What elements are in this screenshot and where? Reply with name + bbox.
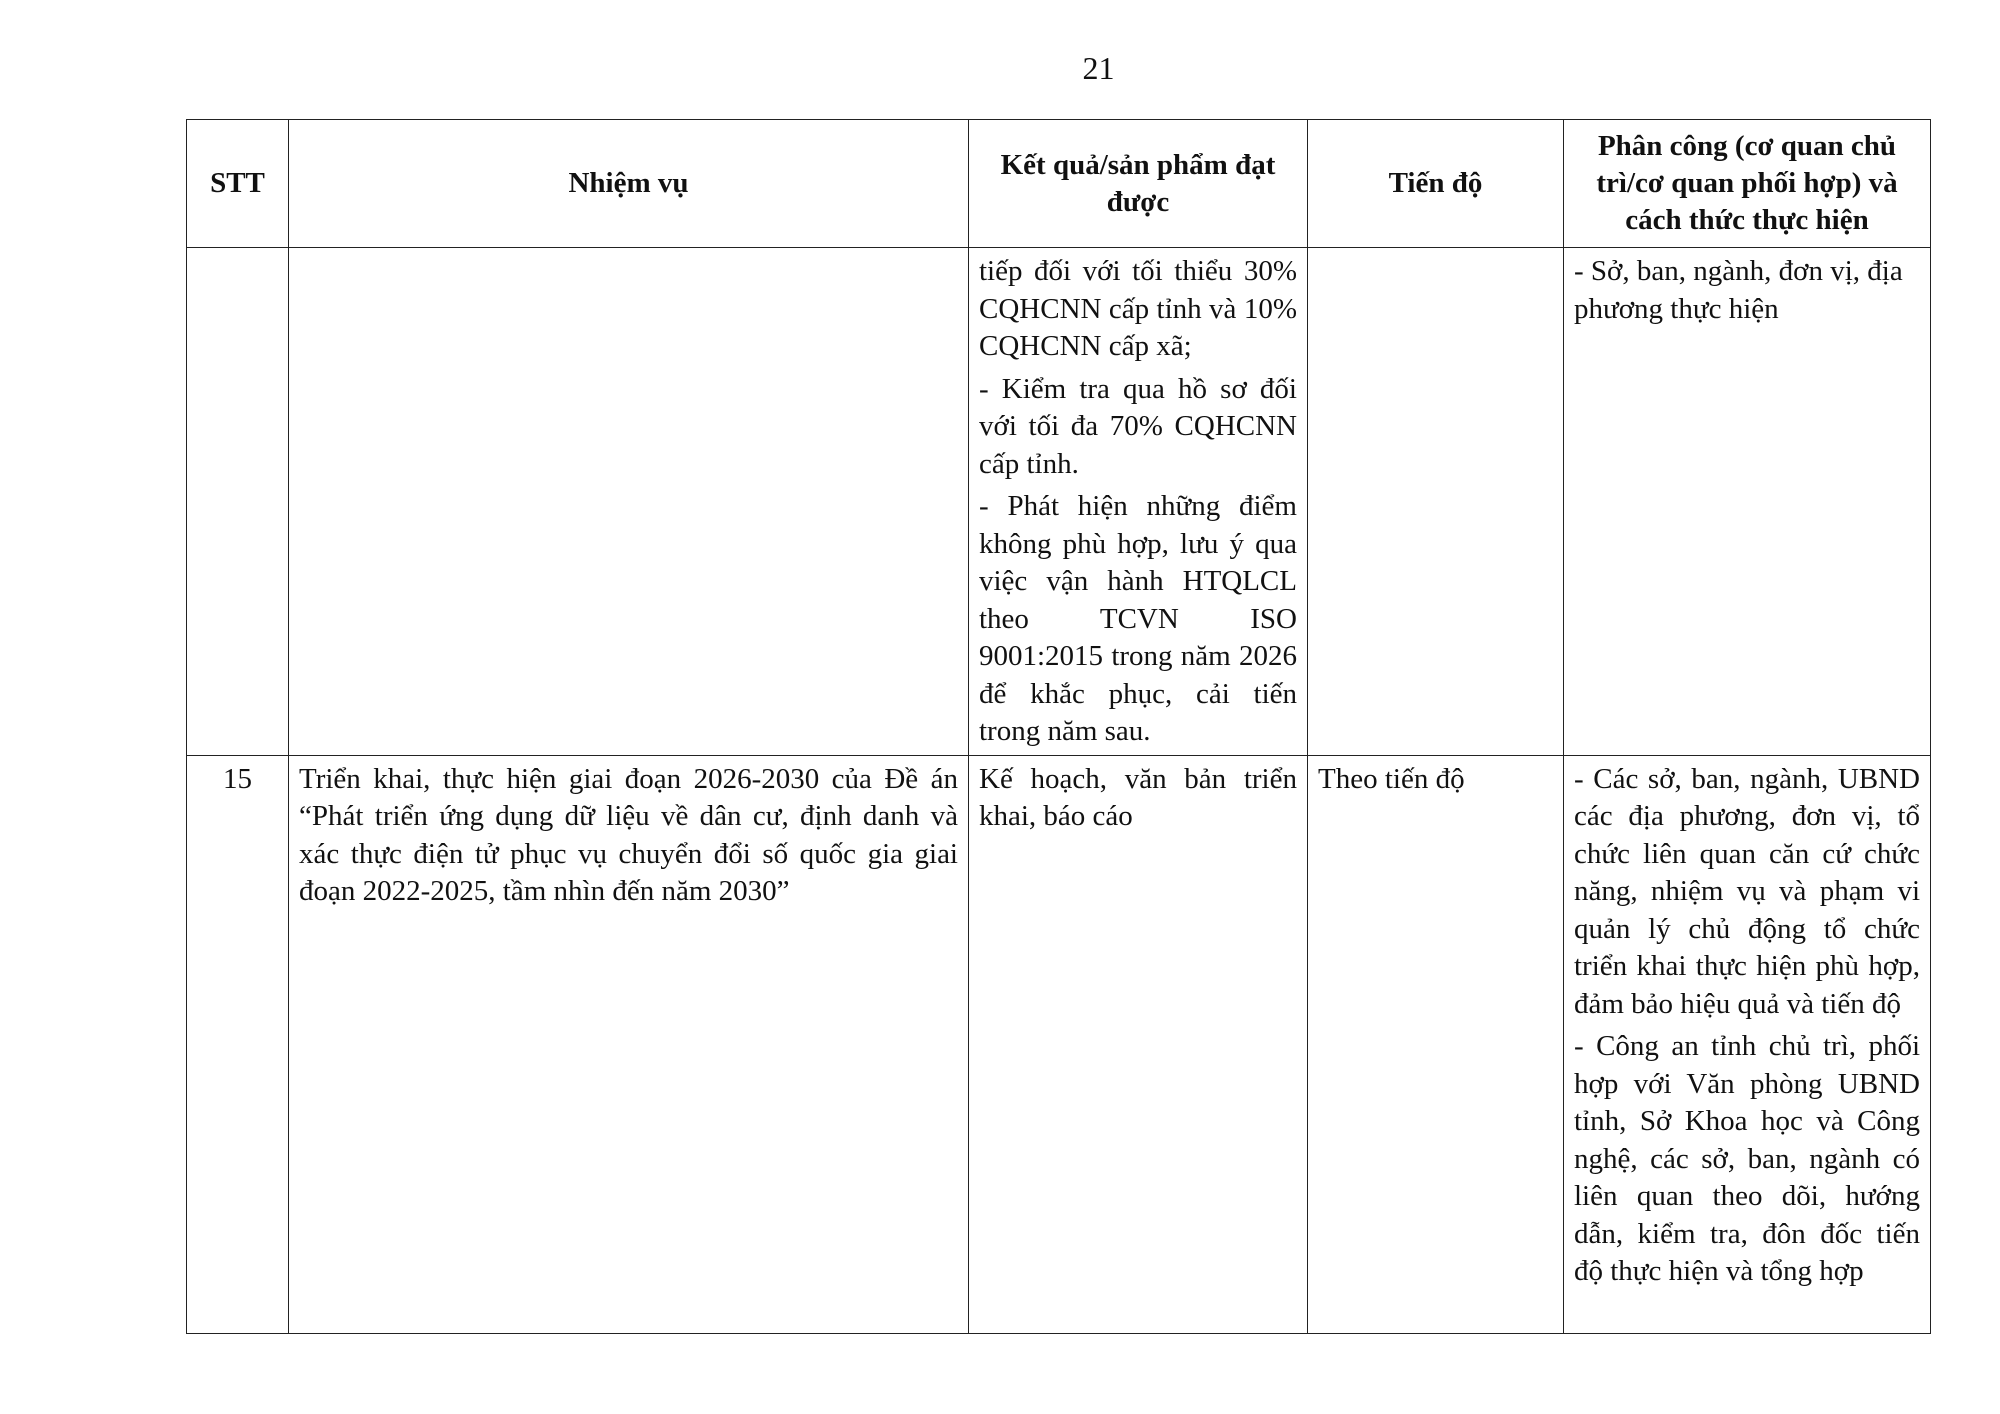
cell-tien-do	[1308, 248, 1564, 756]
ket-qua-paragraph: Kế hoạch, văn bản triển khai, báo cáo	[979, 762, 1297, 832]
header-phan-cong: Phân công (cơ quan chủ trì/cơ quan phối hợp) và cách thức thực hiện	[1564, 120, 1931, 248]
phan-cong-paragraph: - Các sở, ban, ngành, UBND các địa phương, đơn vị, tổ chức liên quan căn cứ chức năng, nhiệm vụ và phạm vi quản lý chủ động tổ chức triển khai thực hiện phù hợp, đảm bảo hiệu quả và tiến độ	[1574, 762, 1920, 1020]
table-header-row	[187, 120, 1931, 248]
cell-nhiem-vu: Triển khai, thực hiện giai đoạn 2026-2030 của Đề án “Phát triển ứng dụng dữ liệu về dân cư, định danh và xác thực điện tử phục vụ chuyển đổi số quốc gia giai đoạn 2022-2025, tầm nhìn đến năm 2030”	[289, 755, 969, 1333]
cell-ket-qua	[969, 755, 1308, 1333]
cell-phan-cong	[1564, 248, 1931, 756]
task-table	[186, 119, 1931, 1334]
ket-qua-paragraph: tiếp đối với tối thiểu 30% CQHCNN cấp tỉnh và 10% CQHCNN cấp xã;	[979, 255, 1297, 362]
table-row	[187, 248, 1931, 756]
cell-tien-do: Theo tiến độ	[1308, 755, 1564, 1333]
page-number: 21	[1082, 50, 1115, 86]
header-ket-qua: Kết quả/sản phẩm đạt được	[969, 120, 1308, 248]
header-tien-do: Tiến độ	[1308, 120, 1564, 248]
cell-nhiem-vu	[289, 248, 969, 756]
phan-cong-paragraph: - Sở, ban, ngành, đơn vị, địa phương thực hiện	[1574, 255, 1903, 325]
table-row	[187, 755, 1931, 1333]
cell-stt	[187, 248, 289, 756]
header-stt: STT	[187, 120, 289, 248]
phan-cong-paragraph: - Công an tỉnh chủ trì, phối hợp với Văn phòng UBND tỉnh, Sở Khoa học và Công nghệ, các sở, ban, ngành có liên quan theo dõi, hướng dẫn, kiểm tra, đôn đốc tiến độ thực hiện và tổng hợp	[1574, 1030, 1920, 1287]
cell-stt: 15	[187, 755, 289, 1333]
ket-qua-paragraph: - Phát hiện những điểm không phù hợp, lưu ý qua việc vận hành HTQLCL theo TCVN ISO 9001:2015 trong năm 2026 để khắc phục, cải tiến trong năm sau.	[979, 490, 1297, 747]
phan-cong-content	[1574, 761, 1920, 1329]
cell-ket-qua	[969, 248, 1308, 756]
header-nhiem-vu: Nhiệm vụ	[289, 120, 969, 248]
cell-phan-cong	[1564, 755, 1931, 1333]
ket-qua-paragraph: - Kiểm tra qua hồ sơ đối với tối đa 70% CQHCNN cấp tỉnh.	[979, 372, 1297, 480]
